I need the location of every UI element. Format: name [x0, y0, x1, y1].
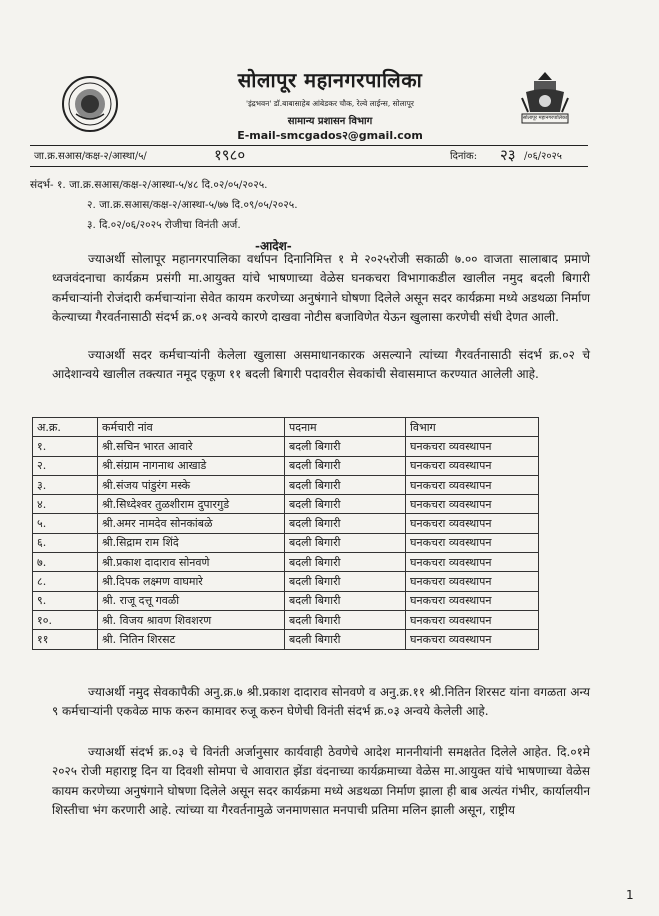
reference-row — [30, 148, 585, 164]
cell-designation: बदली बिगारी — [285, 572, 406, 591]
order-heading: -आदेश- — [255, 239, 292, 253]
cell-department: घनकचरा व्यवस्थापन — [406, 630, 539, 649]
table-row — [33, 514, 539, 533]
cell-name: श्री.सिध्देश्वर तुळशीराम दुपारगुडे — [98, 495, 285, 514]
date-month-year: /०६/२०२५ — [524, 151, 562, 162]
header-serial: अ.क्र. — [33, 418, 98, 437]
paragraph-2: ज्याअर्थी सदर कर्मचाऱ्यांनी केलेला खुलासा असमाधानकारक असल्याने त्यांच्या गैरवर्तनासाठी संदर्भ क्र.०२ चे आदेशान्वये खालील तक्त्यात नमूद एकूण ११ बदली बिगारी पदावरील सेवकांची सेवासमाप्त करण्यात आलेली आहे. — [52, 348, 590, 382]
cell-serial: २. — [33, 456, 98, 475]
department-name: सामान्य प्रशासन विभाग — [287, 116, 373, 127]
page-number: 1 — [626, 888, 634, 902]
reference-number-handwritten: १९८० — [214, 146, 246, 164]
emblem-caption: सोलापूर महानगरपालिका — [522, 115, 568, 121]
cell-serial: ६. — [33, 533, 98, 552]
table-row — [33, 591, 539, 610]
cell-name: श्री.संग्राम नागनाथ आखाडे — [98, 456, 285, 475]
corporation-title: सोलापूर महानगरपालिका — [237, 68, 423, 92]
cell-designation: बदली बिगारी — [285, 533, 406, 552]
cell-department: घनकचरा व्यवस्थापन — [406, 475, 539, 494]
table-header-row — [33, 418, 539, 437]
cell-department: घनकचरा व्यवस्थापन — [406, 456, 539, 475]
cell-department: घनकचरा व्यवस्थापन — [406, 514, 539, 533]
cell-designation: बदली बिगारी — [285, 495, 406, 514]
cell-department: घनकचरा व्यवस्थापन — [406, 591, 539, 610]
table-row — [33, 553, 539, 572]
header-divider-bottom — [30, 166, 588, 167]
table-row — [33, 610, 539, 629]
cell-serial: ३. — [33, 475, 98, 494]
paragraph-1: ज्याअर्थी सोलापूर महानगरपालिका वर्धापन दिनानिमित्त १ मे २०२५रोजी सकाळी ७.०० वाजता सालाबाद प्रमाणे ध्वजवंदनाचा कार्यक्रम प्रसंगी मा.आयुक्त यांचे भाषणाच्या वेळेस घनकचरा विभागाकडील खालील नमुद बदली बिगारी कर्मचाऱ्यांनी रोजंदारी कर्मचाऱ्यांना सेवेत कायम करणेच्या अनुषंगाने घोषणा दिलेले असून सदर कार्यक्रमा मध्ये अडथळा निर्माण केल्याच्या गैरवर्तनासाठी संदर्भ क्र.०१ अन्वये कारणे दाखवा नोटीस बजाविणेत येऊन खुलासा करणेची संधी देणत आली. — [52, 252, 590, 324]
paragraph-4: ज्याअर्थी संदर्भ क्र.०३ चे विनंती अर्जानुसार कार्यवाही ठेवणेचे आदेश माननीयांनी समक्षतेत दिलेले आहेत. दि.०१मे २०२५ रोजी महाराष्ट्र दिन या दिवशी सोमपा चे आवारात झेंडा वंदनाच्या कार्यक्रमाच्या वेळेस मा.आयुक्त यांचे भाषणाच्या वेळेस कायम करणेच्या अनुषंगाने घोषणा दिलेले असून सदर कार्यक्रमा मध्ये अडथळा निर्माण झाला ही बाब अत्यंत गंभीर, कार्यालयीन शिस्तीचा भंग करणारी आहे. त्यांच्या या गैरवर्तनामुळे जनमाणसात मनपाची प्रतिमा मलिन झाली असून, राष्ट्रीय — [52, 745, 590, 817]
cell-name: श्री.संजय पांडुरंग मस्के — [98, 475, 285, 494]
corporation-address: 'इंद्रभवन' डॉ.बाबासाहेब आंबेडकर चौक, रेल्वे लाईन्स, सोलापूर — [246, 99, 414, 108]
reference-line-3: ३. दि.०२/०६/२०२५ रोजीचा विनंती अर्ज. — [87, 219, 241, 231]
cell-serial: ४. — [33, 495, 98, 514]
cell-designation: बदली बिगारी — [285, 630, 406, 649]
table-row — [33, 533, 539, 552]
employee-table — [32, 417, 539, 650]
table-row — [33, 572, 539, 591]
table-row — [33, 630, 539, 649]
reference-line-1: संदर्भ- १. जा.क्र.सआस/कक्ष-२/आस्था-५/४८ दि.०२/०५/२०२५. — [30, 179, 268, 191]
table-row — [33, 495, 539, 514]
reference-number-prefix: जा.क्र.सआस/कक्ष-२/आस्था/५/ — [34, 151, 147, 162]
cell-designation: बदली बिगारी — [285, 456, 406, 475]
cell-serial: ५. — [33, 514, 98, 533]
cell-name: श्री.दिपक लक्ष्मण वाघमारे — [98, 572, 285, 591]
cell-name: श्री.प्रकाश दादाराव सोनवणे — [98, 553, 285, 572]
cell-name: श्री. नितिन शिरसट — [98, 630, 285, 649]
corporation-seal-icon — [60, 74, 120, 134]
cell-serial: ८. — [33, 572, 98, 591]
header-designation: पदनाम — [285, 418, 406, 437]
cell-name: श्री. विजय श्रावण शिवशरण — [98, 610, 285, 629]
header-department: विभाग — [406, 418, 539, 437]
cell-name: श्री. राजू दत्तू गवळी — [98, 591, 285, 610]
cell-serial: १०. — [33, 610, 98, 629]
cell-department: घनकचरा व्यवस्थापन — [406, 610, 539, 629]
reference-line-2: २. जा.क्र.सआस/कक्ष-२/आस्था-५/७७ दि.०९/०५/२०२५. — [87, 199, 298, 211]
cell-name: श्री.सचिन भारत आवारे — [98, 437, 285, 456]
cell-name: श्री.अमर नामदेव सोनकांबळे — [98, 514, 285, 533]
cell-department: घनकचरा व्यवस्थापन — [406, 495, 539, 514]
cell-name: श्री.सिद्राम राम शिंदे — [98, 533, 285, 552]
cell-department: घनकचरा व्यवस्थापन — [406, 572, 539, 591]
cell-designation: बदली बिगारी — [285, 610, 406, 629]
cell-department: घनकचरा व्यवस्थापन — [406, 553, 539, 572]
cell-department: घनकचरा व्यवस्थापन — [406, 533, 539, 552]
date-day-handwritten: २३ — [500, 146, 516, 164]
cell-serial: ७. — [33, 553, 98, 572]
cell-serial: १. — [33, 437, 98, 456]
cell-serial: ९. — [33, 591, 98, 610]
cell-designation: बदली बिगारी — [285, 591, 406, 610]
cell-designation: बदली बिगारी — [285, 553, 406, 572]
cell-designation: बदली बिगारी — [285, 475, 406, 494]
table-row — [33, 475, 539, 494]
header-employee-name: कर्मचारी नांव — [98, 418, 285, 437]
cell-department: घनकचरा व्यवस्थापन — [406, 437, 539, 456]
cell-serial: ११ — [33, 630, 98, 649]
department-email: E-mail-smcgados२@gmail.com — [237, 129, 423, 142]
date-label: दिनांक: — [450, 151, 478, 162]
cell-designation: बदली बिगारी — [285, 514, 406, 533]
paragraph-3: ज्याअर्थी नमुद सेवकापैकी अनु.क्र.७ श्री.प्रकाश दादाराव सोनवणे व अनु.क्र.११ श्री.नितिन शिरसट यांना वगळता अन्य ९ कर्मचाऱ्यांनी एकवेळ माफ करुन कामावर रुजू करुन घेणेची विनंती संदर्भ क्र.०३ अन्वये केलेली आहे. — [52, 685, 590, 719]
cell-designation: बदली बिगारी — [285, 437, 406, 456]
corporation-emblem-icon — [516, 68, 574, 134]
table-row — [33, 437, 539, 456]
table-row — [33, 456, 539, 475]
